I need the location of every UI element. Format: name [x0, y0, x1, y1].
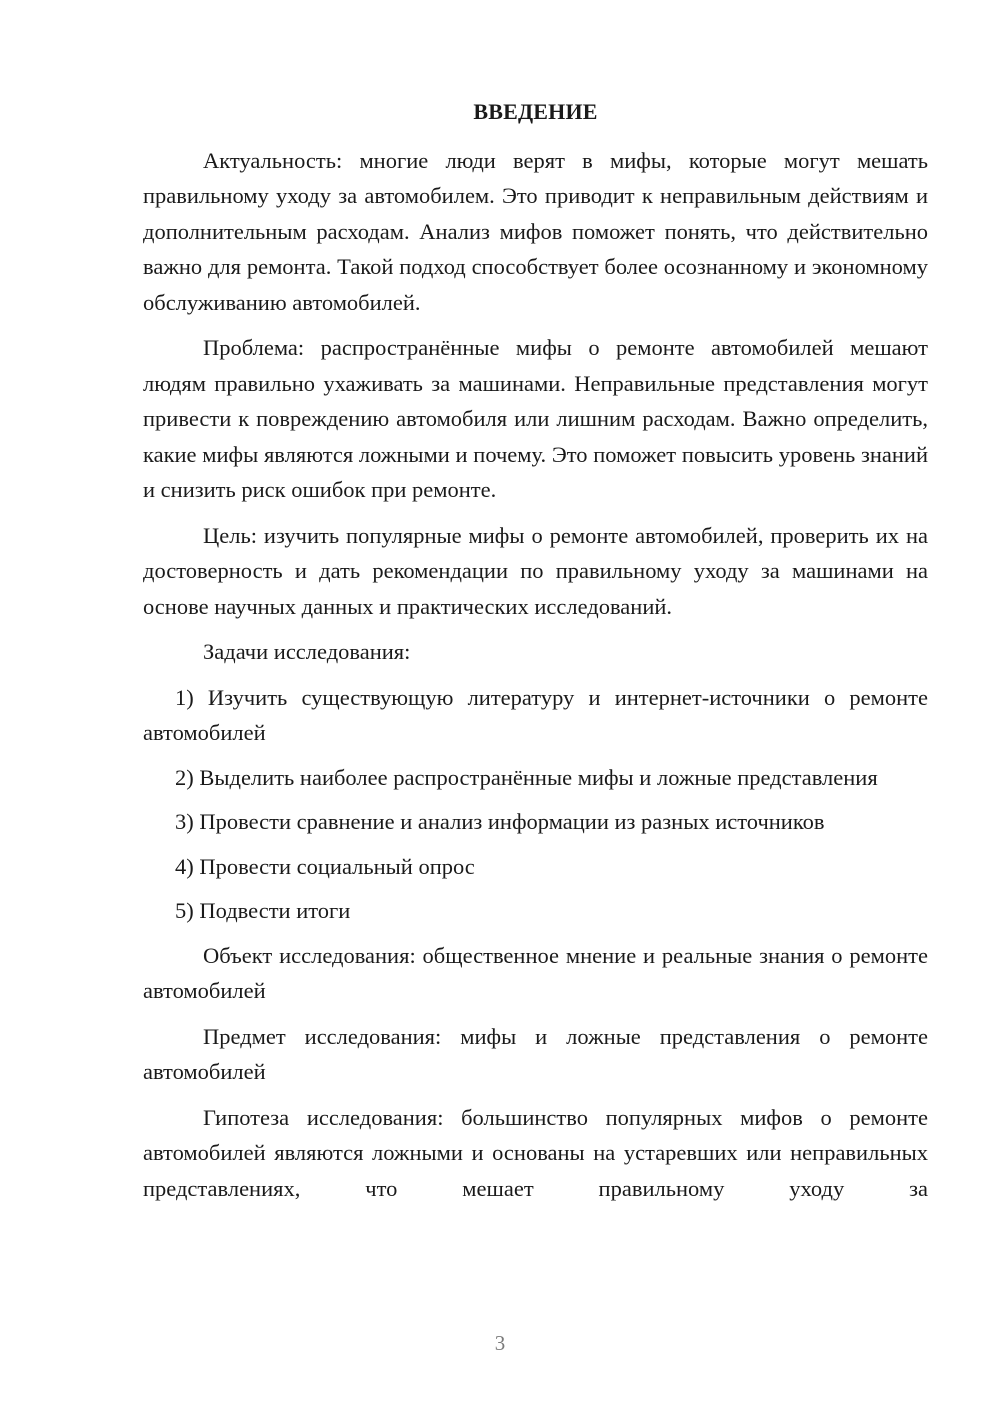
- paragraph-hypothesis: Гипотеза исследования: большинство популярных мифов о ремонте автомобилей являются ложными и основаны на устаревших или неправильных представлениях, что мешает правильному уходу за: [143, 1104, 928, 1201]
- task-item-4: 4) Провести социальный опрос: [175, 853, 475, 879]
- paragraph-problem: Проблема: распространённые мифы о ремонте автомобилей мешают людям правильно ухаживать за машинами. Неправильные представления могут привести к повреждению автомобиля или лишним расходам. Важно определить, какие мифы являются ложными и почему. Это поможет повысить уровень знаний и снизить риск ошибок при ремонте.: [143, 335, 928, 502]
- task-item-3: 3) Провести сравнение и анализ информации из разных источников: [175, 809, 825, 834]
- task-item-1: 1) Изучить существующую литературу и интернет-источники о ремонте автомобилей: [143, 684, 928, 745]
- task-item-5: 5) Подвести итоги: [175, 898, 351, 923]
- page-content: [143, 94, 928, 1216]
- section-title: ВВЕДЕНИЕ: [473, 99, 598, 124]
- paragraph-object: Объект исследования: общественное мнение и реальные знания о ремонте автомобилей: [143, 942, 928, 1003]
- paragraph-tasks-heading: Задачи исследования:: [203, 639, 411, 664]
- task-item-2: 2) Выделить наиболее распространённые мифы и ложные представления: [175, 764, 878, 790]
- paragraph-goal: Цель: изучить популярные мифы о ремонте автомобилей, проверить их на достоверность и дать рекомендации по правильному уходу за машинами на основе научных данных и практических исследований.: [143, 522, 928, 619]
- paragraph-subject: Предмет исследования: мифы и ложные представления о ремонте автомобилей: [143, 1023, 928, 1084]
- page-number: 3: [494, 1331, 506, 1355]
- paragraph-relevance: Актуальность: многие люди верят в мифы, которые могут мешать правильному уходу за автомобилем. Это приводит к неправильным действиям и дополнительным расходам. Анализ мифов поможет понять, что действительно важно для ремонта. Такой подход способствует более осознанному и экономному обслуживанию автомобилей.: [143, 147, 928, 315]
